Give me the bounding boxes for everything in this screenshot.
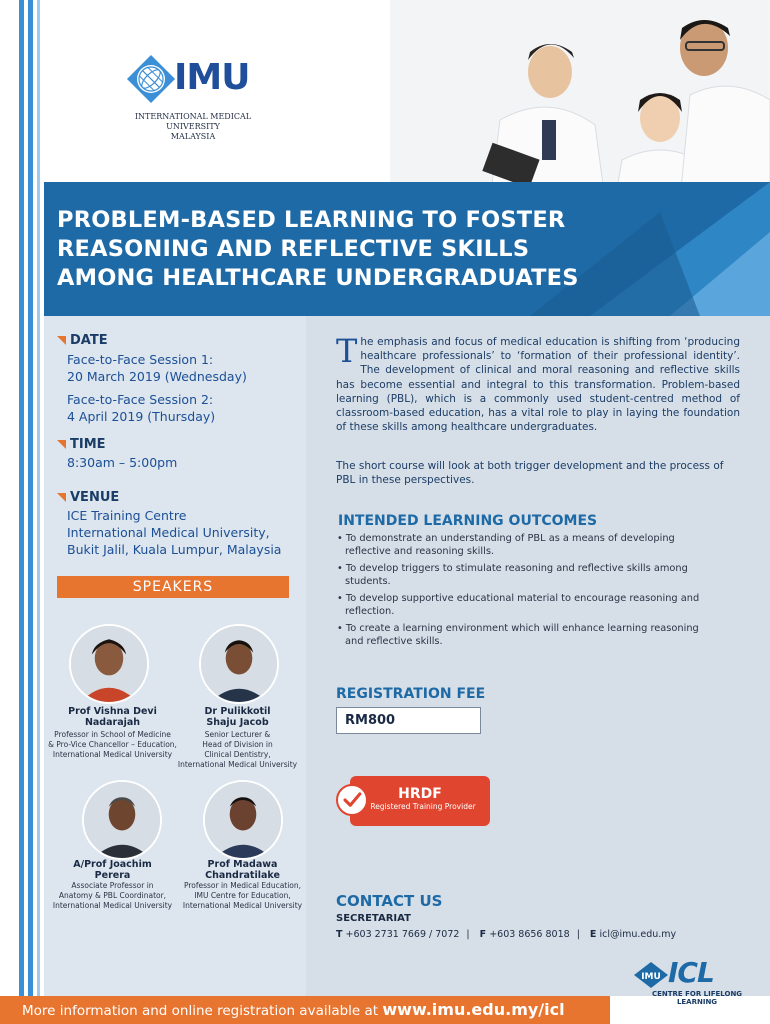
svg-text:IMU: IMU [641,972,661,982]
triangle-icon [57,493,66,502]
triangle-icon [57,336,66,345]
outcomes-heading: INTENDED LEARNING OUTCOMES [338,513,598,529]
left-stripe [37,0,40,1024]
fax-number: +603 8656 8018 [489,929,570,940]
drop-cap: T [336,332,358,370]
contact-details: T +603 2731 7669 / 7072 | F +603 8656 8018 | E icl@imu.edu.my [336,929,677,940]
time-heading: TIME [57,437,106,452]
doctors-photo [390,0,770,200]
intro-paragraph: The emphasis and focus of medical education is shifting from ‘producing healthcare professionals’ to ‘formation of their professional identity’. The development of clinical and moral reasoning and reflective skills has become essential and integral to this transformation. Problem-based learning (PBL), which is a commonly used student-centred method of classroom-based education, has a vital role to play in laying the foundation of these skills among healthcare undergraduates. [336,332,740,434]
venue-heading: VENUE [57,490,119,505]
speaker-name: Prof Vishna Devi Nadarajah [68,706,157,728]
speaker-role: Associate Professor in Anatomy & PBL Coordinator, International Medical University [52,881,173,910]
avatar [199,624,279,704]
avatar [203,780,283,860]
triangle-icon [57,440,66,449]
venue-details: ICE Training Centre International Medical University, Bukit Jalil, Kuala Lumpur, Malaysia [67,508,282,557]
page-title: PROBLEM-BASED LEARNING TO FOSTER REASONING AND REFLECTIVE SKILLS AMONG HEALTHCARE UNDERGRADUATES [57,207,579,291]
speaker-name: A/Prof Joachim Perera [73,859,152,881]
list-item: • To develop triggers to stimulate reasoning and reflective skills among students. [337,563,688,587]
icl-logo: IMU ICL CENTRE FOR LIFELONG LEARNING [632,958,752,1010]
speaker-name: Dr Pulikkotil Shaju Jacob [204,706,271,728]
footer-bar: More information and online registration available at www.imu.edu.my/icl [0,996,610,1024]
intro-paragraph-2: The short course will look at both trigger development and the process of PBL in these perspectives. [336,460,724,487]
fee-heading: REGISTRATION FEE [336,686,486,702]
email-link[interactable]: icl@imu.edu.my [599,929,677,940]
phone-number: +603 2731 7669 / 7072 [345,929,460,940]
list-item: • To demonstrate an understanding of PBL as a means of developing reflective and reasoning skills. [337,533,675,557]
contact-heading: CONTACT US [336,892,443,910]
speaker-role: Senior Lecturer & Head of Division in Clinical Dentistry, International Medical University [177,730,298,769]
left-stripe [28,0,33,1024]
hrdf-badge [350,776,490,826]
speaker-role: Professor in School of Medicine & Pro-Vice Chancellor – Education, International Medical University [48,730,177,759]
logo-subtitle: INTERNATIONAL MEDICAL UNIVERSITY MALAYSIA [134,112,252,141]
imu-mini-logo [634,962,668,988]
speaker-role: Professor in Medical Education, IMU Centre for Education, International Medical University [182,881,303,910]
hrdf-title: HRDF [398,786,442,802]
list-item: • To create a learning environment which will enhance learning reasoning and reflective skills. [337,623,699,647]
globe-icon [126,54,176,104]
fee-value: RM800 [336,707,481,734]
hrdf-subtitle: Registered Training Provider [370,802,476,811]
outcomes-list [336,532,716,652]
date-heading: DATE [57,333,108,348]
contact-subheading: SECRETARIAT [336,913,411,924]
speaker-name: Prof Madawa Chandratilake [205,859,280,881]
logo-wordmark: IMU [174,57,250,98]
list-item: • To develop supportive educational material to encourage reasoning and reflection. [337,593,700,617]
avatar [82,780,162,860]
registration-link[interactable]: www.imu.edu.my/icl [382,1000,565,1019]
speakers-heading: SPEAKERS [57,576,289,598]
left-stripe [19,0,24,1024]
time-value: 8:30am – 5:00pm [67,455,178,470]
date-details: Face-to-Face Session 1: 20 March 2019 (Wednesday) Face-to-Face Session 2: 4 April 2019 (Thursday) [67,352,247,424]
imu-logo [108,52,278,152]
avatar [69,624,149,704]
